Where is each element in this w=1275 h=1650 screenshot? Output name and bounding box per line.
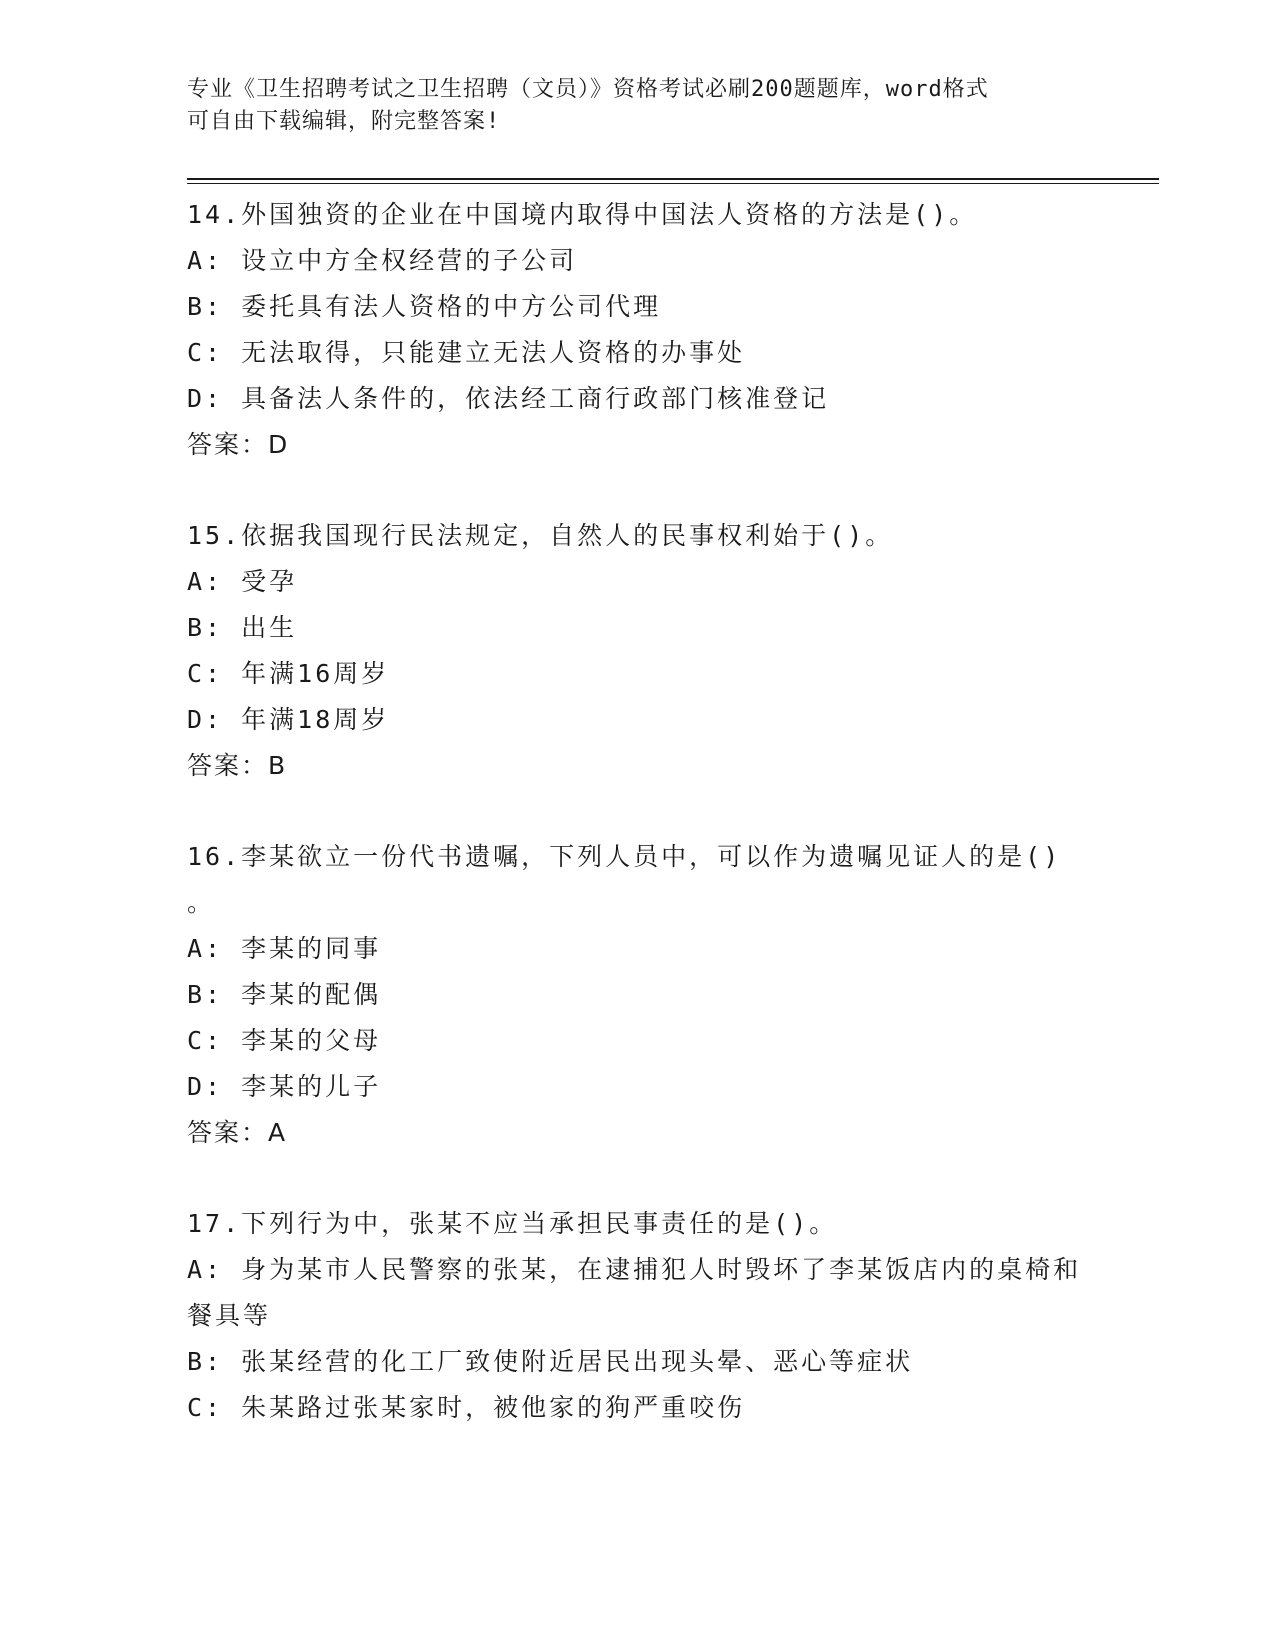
option-c: C: 无法取得，只能建立无法人资格的办事处 bbox=[187, 338, 746, 367]
document-header bbox=[187, 74, 1087, 138]
option-c: C: 李某的父母 bbox=[187, 1026, 382, 1055]
option-a: A: 李某的同事 bbox=[187, 934, 382, 963]
option-b: B: 张某经营的化工厂致使附近居民出现头晕、恶心等症状 bbox=[187, 1347, 914, 1376]
question-stem: 15.依据我国现行民法规定，自然人的民事权利始于()。 bbox=[187, 521, 894, 550]
header-line-2: 可自由下载编辑，附完整答案! bbox=[187, 109, 501, 134]
question-17 bbox=[187, 1201, 1087, 1431]
question-15 bbox=[187, 513, 1087, 789]
option-d: D: 年满18周岁 bbox=[187, 705, 390, 734]
answer-line: 答案：D bbox=[187, 430, 290, 459]
question-16 bbox=[187, 834, 1087, 1156]
header-divider-thick bbox=[187, 178, 1159, 180]
option-a: A: 身为某市人民警察的张某，在逮捕犯人时毁坏了李某饭店内的桌椅和餐具等 bbox=[187, 1255, 1082, 1330]
option-c: C: 朱某路过张某家时，被他家的狗严重咬伤 bbox=[187, 1393, 746, 1422]
option-b: B: 出生 bbox=[187, 613, 298, 642]
option-a: A: 设立中方全权经营的子公司 bbox=[187, 246, 578, 275]
option-c: C: 年满16周岁 bbox=[187, 659, 390, 688]
header-line-1: 专业《卫生招聘考试之卫生招聘（文员）》资格考试必刷200题题库，word格式 bbox=[187, 77, 989, 102]
option-a: A: 受孕 bbox=[187, 567, 298, 596]
option-b: B: 委托具有法人资格的中方公司代理 bbox=[187, 292, 662, 321]
question-14 bbox=[187, 192, 1087, 468]
question-stem: 17.下列行为中，张某不应当承担民事责任的是()。 bbox=[187, 1209, 838, 1238]
option-b: B: 李某的配偶 bbox=[187, 980, 382, 1009]
header-divider-thin bbox=[187, 183, 1159, 184]
option-d: D: 具备法人条件的，依法经工商行政部门核准登记 bbox=[187, 384, 830, 413]
answer-line: 答案：A bbox=[187, 1118, 288, 1147]
answer-line: 答案：B bbox=[187, 751, 288, 780]
question-list bbox=[187, 192, 1087, 1476]
question-stem: 16.李某欲立一份代书遗嘱，下列人员中，可以作为遗嘱见证人的是() 。 bbox=[187, 842, 1062, 917]
question-stem: 14.外国独资的企业在中国境内取得中国法人资格的方法是()。 bbox=[187, 200, 978, 229]
option-d: D: 李某的儿子 bbox=[187, 1072, 382, 1101]
